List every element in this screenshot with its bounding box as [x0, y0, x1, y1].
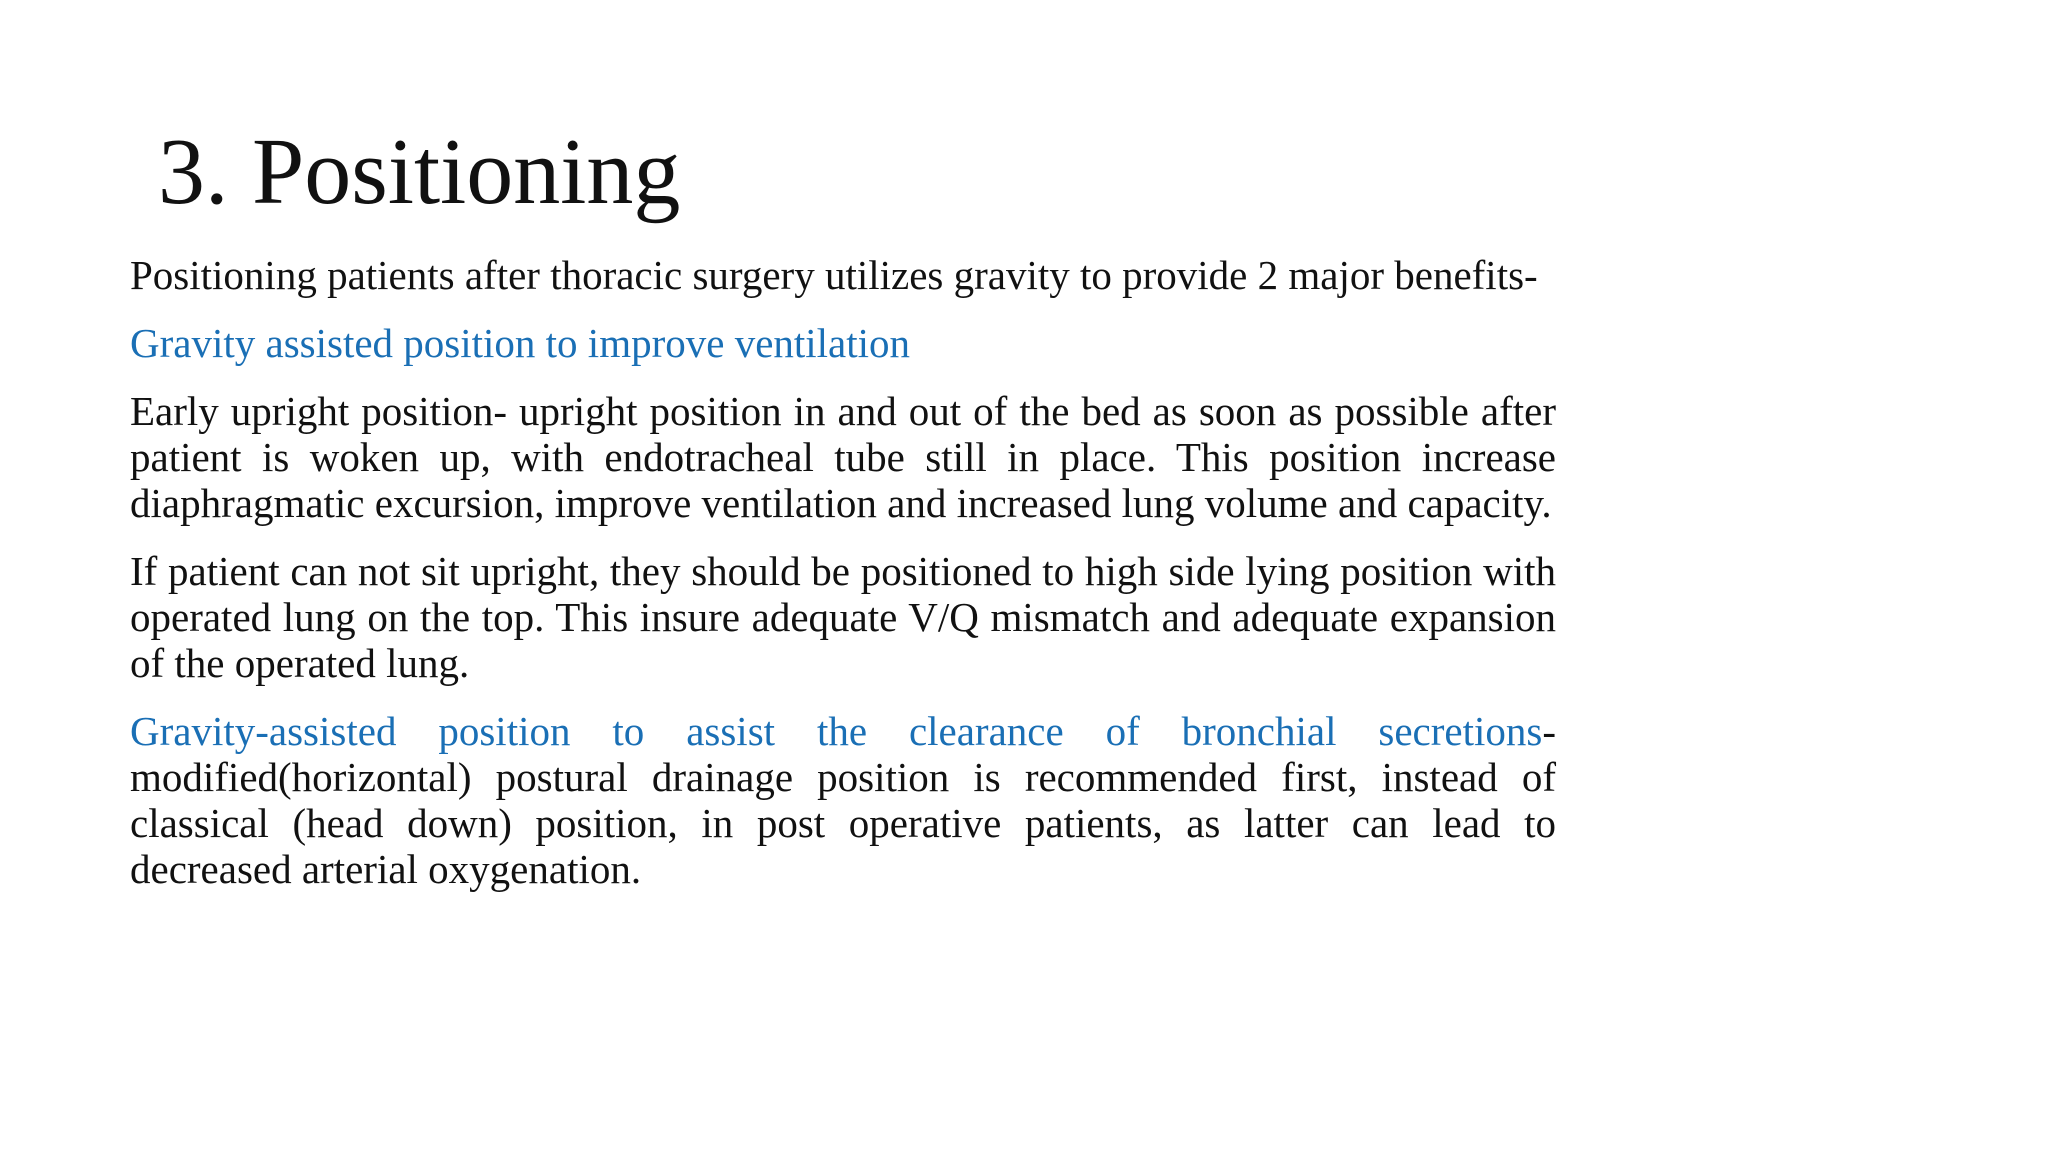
slide-title: 3. Positioning [158, 120, 681, 224]
slide-body [130, 252, 1556, 914]
secretion-clearance-heading: Gravity-assisted position to assist the clearance of bronchial secretions [130, 708, 1543, 754]
intro-paragraph: Positioning patients after thoracic surgery utilizes gravity to provide 2 major benefits- [130, 252, 1538, 298]
ventilation-heading: Gravity assisted position to improve ventilation [130, 320, 911, 366]
postural-drainage-text: modified(horizontal) postural drainage position is recommended first, instead of classical (head down) position, in post operative patients, as latter can lead to decreased arterial oxygenation. [130, 754, 1556, 892]
heading-dash: - [1542, 708, 1556, 754]
side-lying-paragraph: If patient can not sit upright, they should be positioned to high side lying position with operated lung on the top. This insure adequate V/Q mismatch and adequate expansion of the operated lung. [130, 548, 1556, 686]
early-upright-paragraph: Early upright position- upright position in and out of the bed as soon as possible after patient is woken up, with endotracheal tube still in place. This position increase diaphragmatic excursion, improve ventilation and increased lung volume and capacity. [130, 388, 1556, 526]
secretion-clearance-paragraph [130, 708, 1556, 892]
